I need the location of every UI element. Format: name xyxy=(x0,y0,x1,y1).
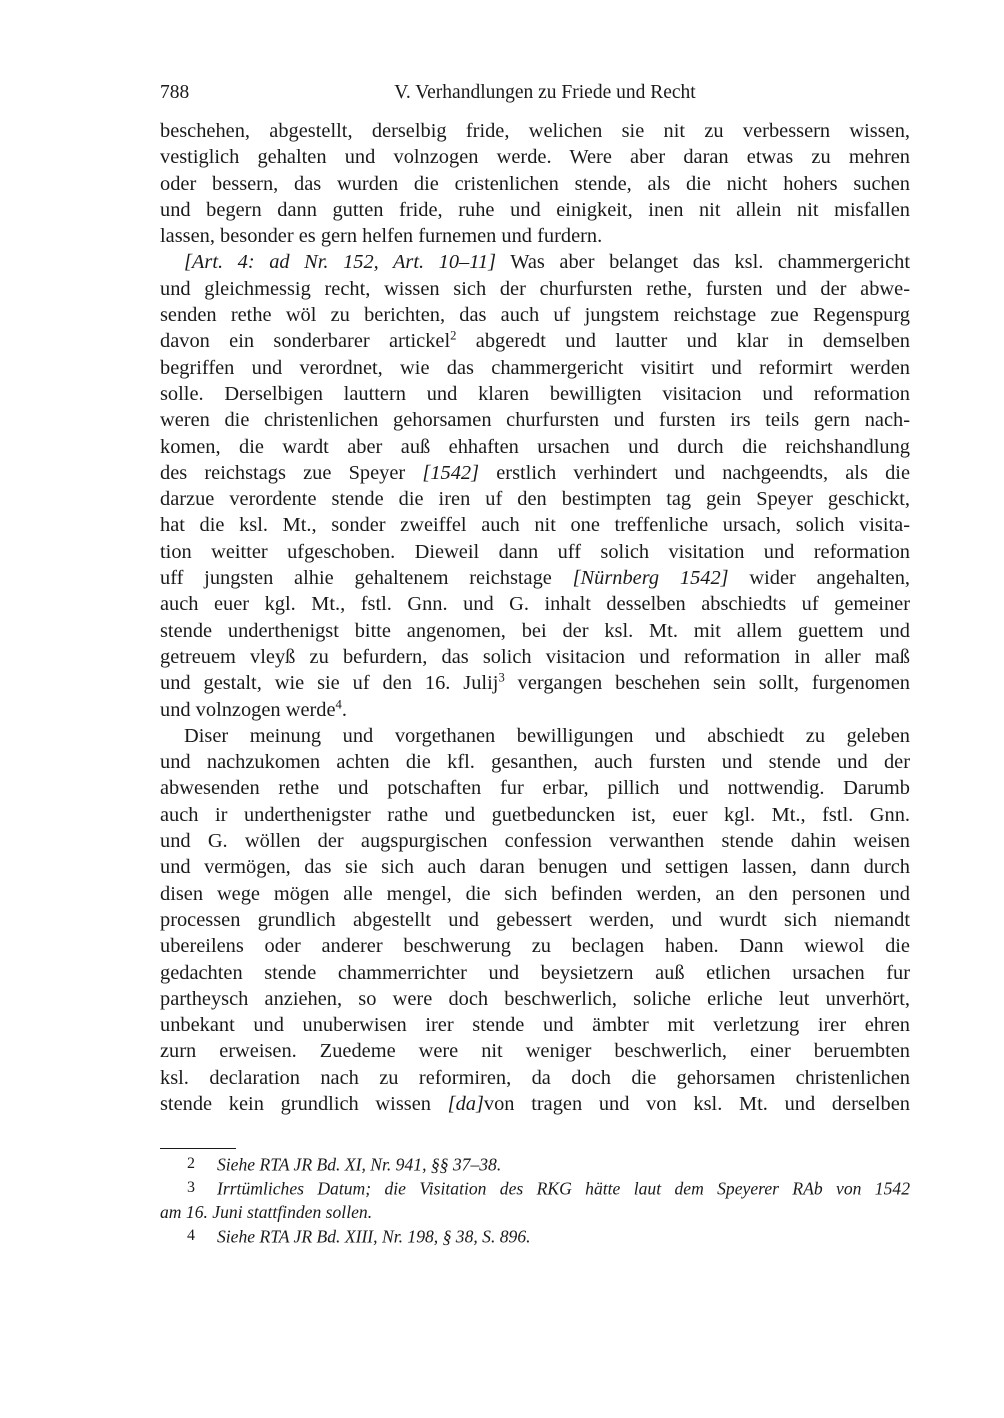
running-head xyxy=(160,80,910,106)
text-line xyxy=(160,486,910,512)
text-segment: ubereilens oder anderer beschwerung zu beclagen haben. Dann wiewol die xyxy=(160,935,910,958)
footnote-ref: 3 xyxy=(498,670,505,685)
running-title: V. Verhandlungen zu Friede und Recht xyxy=(394,82,696,103)
editorial-note: [da] xyxy=(447,1092,484,1115)
text-line xyxy=(160,697,910,723)
text-segment: und nachzukomen achten die kfl. gesanthen, auch fursten und stende und der xyxy=(160,751,910,774)
text-segment: auch ir underthenigster rathe und guetbeduncken ist, euer kgl. Mt., fstl. Gnn. xyxy=(160,803,910,826)
text-line xyxy=(160,302,910,328)
text-segment: davon ein sonderbarer artickel xyxy=(160,330,451,353)
text-segment: abgeredt und lautter und klar in demselben xyxy=(456,330,910,353)
text-segment: Diser meinung und vorgethanen bewilligungen und abschiedt zu geleben xyxy=(184,724,910,747)
text-segment: begriffen und verordnet, wie das chammergericht visitirt und reformirt werden xyxy=(160,356,910,379)
text-segment: und begern dann gutten fride, ruhe und einigkeit, inen nit allein nit misfallen xyxy=(160,198,910,221)
text-segment: und gestalt, wie sie uf den 16. Julij xyxy=(160,672,499,695)
text-segment: stende underthenigst bitte angenomen, bei der ksl. Mt. mit allem guettem und xyxy=(160,619,910,642)
body-text xyxy=(160,118,910,1117)
text-line xyxy=(160,933,910,959)
text-line xyxy=(160,723,910,749)
text-segment: oder bessern, das wurden die cristenlichen stende, als die nicht hohers suchen xyxy=(160,172,910,195)
text-line xyxy=(160,986,910,1012)
text-line xyxy=(160,1091,910,1117)
text-line xyxy=(160,144,910,170)
footnote-number: 2 xyxy=(187,1155,195,1172)
text-line xyxy=(160,328,910,354)
footnote-line xyxy=(160,1152,910,1176)
text-line xyxy=(160,118,910,144)
text-segment: darzue verordente stende die iren uf den bestimpten tag gein Speyer geschickt, xyxy=(160,488,910,511)
footnote-line xyxy=(160,1200,910,1224)
text-segment: hat die ksl. Mt., sonder zweiffel auch nit one treffenliche ursach, solich visita- xyxy=(160,514,910,537)
footnote-text: Irrtümliches Datum; die Visitation des RKG hätte laut dem Speyerer RAb von 1542 xyxy=(217,1178,910,1199)
text-line xyxy=(160,775,910,801)
text-line xyxy=(160,434,910,460)
text-line xyxy=(160,539,910,565)
text-line xyxy=(160,828,910,854)
text-line xyxy=(160,802,910,828)
text-segment: gedachten stende chammerrichter und beysietzern auß etlichen ursachen fur xyxy=(160,961,910,984)
text-segment: uff jungsten alhie gehaltenem reichstage xyxy=(160,567,573,590)
text-segment: erstlich verhindert und nachgeendts, als die xyxy=(479,461,911,484)
text-line xyxy=(160,355,910,381)
text-segment: abwesenden rethe und potschaften fur erbar, pillich und nottwendig. Darumb xyxy=(160,777,910,800)
text-line xyxy=(160,854,910,880)
editorial-note: [1542] xyxy=(422,461,480,484)
text-segment: solle. Derselbigen lauttern und klaren bewilligten visitacion und reformation xyxy=(160,382,910,405)
footnote-number: 4 xyxy=(187,1227,195,1244)
text-line xyxy=(160,1012,910,1038)
text-line xyxy=(160,407,910,433)
page-number: 788 xyxy=(160,82,190,103)
text-segment: und G. wöllen der augspurgischen confession verwanthen stende dahin weisen xyxy=(160,830,910,853)
footnote-ref: 2 xyxy=(450,328,457,343)
text-line xyxy=(160,171,910,197)
text-line xyxy=(160,618,910,644)
text-line xyxy=(160,749,910,775)
editorial-note: [Nürnberg 1542] xyxy=(572,567,729,590)
text-segment: von tragen und von ksl. Mt. und derselben xyxy=(483,1092,910,1115)
text-segment: tion weitter ufgeschoben. Dieweil dann uff solich visitation und reformation xyxy=(160,540,910,563)
text-line xyxy=(160,907,910,933)
footnote-text: am 16. Juni stattfinden sollen. xyxy=(160,1202,373,1222)
text-segment: ksl. declaration nach zu reformiren, da doch die gehorsamen christenlichen xyxy=(160,1066,910,1089)
text-line xyxy=(160,881,910,907)
footnote-ref: 4 xyxy=(335,696,342,711)
text-segment: vergangen beschehen sein sollt, furgenomen xyxy=(504,672,910,695)
text-line xyxy=(160,565,910,591)
footnote-line xyxy=(160,1224,910,1248)
text-segment: senden rethe wöl zu berichten, das auch uf jungstem reichstage zue Regenspurg xyxy=(160,304,910,327)
text-segment: Was aber belanget das ksl. chammergericht xyxy=(496,251,910,274)
text-line xyxy=(160,381,910,407)
editorial-note: [Art. 4: ad Nr. 152, Art. 10–11] xyxy=(184,251,497,274)
text-line xyxy=(160,644,910,670)
text-segment: und gleichmessig recht, wissen sich der churfursten rethe, fursten und der abwe- xyxy=(160,277,910,300)
text-segment: komen, die wardt aber auß ehhaften ursachen und durch die reichshandlung xyxy=(160,435,910,458)
text-line xyxy=(160,591,910,617)
footnote-text: Siehe RTA JR Bd. XI, Nr. 941, §§ 37–38. xyxy=(217,1154,502,1175)
text-line xyxy=(160,276,910,302)
footnote-number: 3 xyxy=(187,1179,195,1196)
text-segment: disen wege mögen alle mengel, die sich befinden werden, an den personen und xyxy=(160,882,910,905)
text-segment: weren die christenlichen gehorsamen churfursten und fursten irs teils gern nach- xyxy=(160,409,910,432)
text-line xyxy=(160,197,910,223)
text-segment: processen grundlich abgestellt und gebessert werden, und wurdt sich niemandt xyxy=(160,908,910,931)
text-segment: getreuem vleyß zu befurdern, das solich visitacion und reformation in aller maß xyxy=(160,645,910,668)
footnote-line xyxy=(160,1176,910,1200)
text-line xyxy=(160,249,910,275)
footnotes xyxy=(160,1152,910,1248)
text-segment: lassen, besonder es gern helfen furnemen und furdern. xyxy=(160,225,603,248)
text-segment: zurn erweisen. Zuedeme were nit weniger beschwerlich, einer beruembten xyxy=(160,1040,910,1063)
text-line xyxy=(160,460,910,486)
text-line xyxy=(160,512,910,538)
text-segment: vestiglich gehalten und volnzogen werde. Were aber daran etwas zu mehren xyxy=(160,146,910,169)
text-segment: partheysch anziehen, so were doch beschwerlich, soliche erliche leut unverhört, xyxy=(160,987,910,1010)
text-line xyxy=(160,1038,910,1064)
text-line xyxy=(160,670,910,696)
text-line xyxy=(160,960,910,986)
text-segment: unbekant und unuberwisen irer stende und ämbter mit verletzung irer ehren xyxy=(160,1014,910,1037)
text-segment: und vermögen, das sie sich auch daran benugen und settigen lassen, dann durch xyxy=(160,856,910,879)
text-segment: . xyxy=(341,698,347,721)
footnote-rule xyxy=(160,1148,236,1149)
text-line xyxy=(160,223,910,249)
footnote-text: Siehe RTA JR Bd. XIII, Nr. 198, § 38, S. 896. xyxy=(217,1226,531,1247)
text-segment: stende kein grundlich wissen xyxy=(160,1092,448,1115)
text-line xyxy=(160,1065,910,1091)
text-segment: wider angehalten, xyxy=(728,567,910,590)
text-segment: und volnzogen werde xyxy=(160,698,336,721)
text-segment: des reichstags zue Speyer xyxy=(160,461,423,484)
text-segment: beschehen, abgestellt, derselbig fride, welichen sie nit zu verbessern wissen, xyxy=(160,120,910,142)
text-segment: auch euer kgl. Mt., fstl. Gnn. und G. inhalt desselben abschiedts uf gemeiner xyxy=(160,593,910,616)
